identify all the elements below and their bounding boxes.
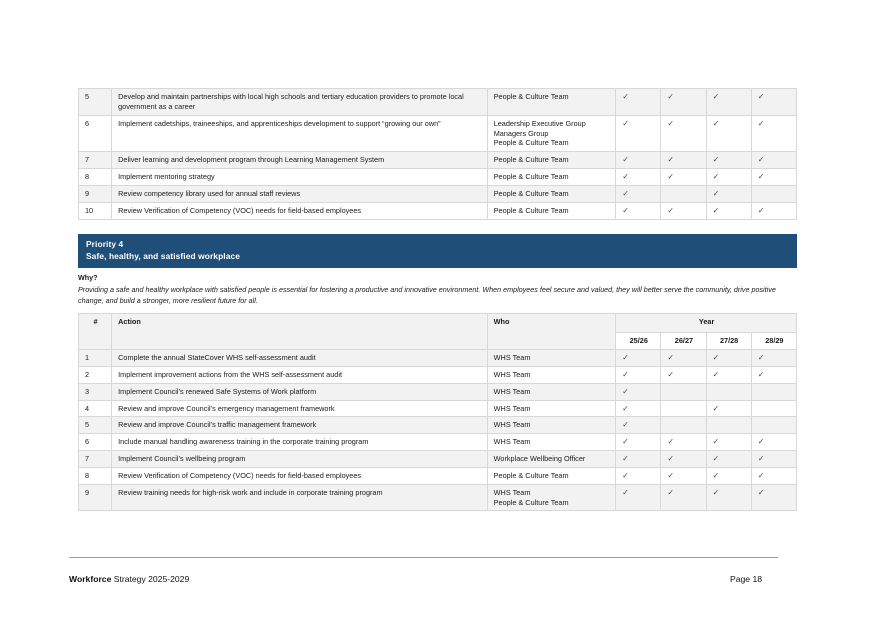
year-check-cell <box>661 434 706 451</box>
year-check-cell <box>751 467 796 484</box>
year-check-cell <box>616 115 661 152</box>
year-check-cell <box>706 484 751 511</box>
row-action: Review and improve Council’s traffic management framework <box>112 417 488 434</box>
priority-banner <box>78 234 797 268</box>
check-icon: ✓ <box>622 206 629 216</box>
year-check-cell <box>706 467 751 484</box>
check-icon: ✓ <box>622 470 629 480</box>
year-check-cell <box>751 115 796 152</box>
table-row <box>79 203 797 220</box>
year-check-cell <box>661 451 706 468</box>
table-row <box>79 467 797 484</box>
table-row <box>79 350 797 367</box>
col-header-year-group: Year <box>616 314 797 333</box>
table-one-body <box>79 89 797 220</box>
check-icon: ✓ <box>622 454 629 464</box>
year-empty-cell <box>751 400 796 417</box>
row-who: WHS Team <box>487 383 616 400</box>
table-header-row-top <box>79 314 797 333</box>
check-icon: ✓ <box>712 437 720 447</box>
check-icon: ✓ <box>712 353 720 362</box>
year-check-cell <box>616 434 661 451</box>
check-icon: ✓ <box>622 155 629 165</box>
check-icon: ✓ <box>667 369 675 379</box>
year-check-cell <box>616 484 661 511</box>
table-row <box>79 400 797 417</box>
year-check-cell <box>616 89 661 116</box>
row-number: 9 <box>79 484 112 511</box>
row-who: People & Culture Team <box>487 89 616 116</box>
year-check-cell <box>616 350 661 367</box>
year-check-cell <box>616 400 661 417</box>
year-check-cell <box>706 366 751 383</box>
year-check-cell <box>751 434 796 451</box>
check-icon: ✓ <box>757 155 765 165</box>
row-who: WHS Team <box>487 366 616 383</box>
row-who: Leadership Executive Group Managers Group People & Culture Team <box>487 115 616 152</box>
check-icon: ✓ <box>757 353 765 362</box>
check-icon: ✓ <box>712 155 720 165</box>
row-number: 5 <box>79 417 112 434</box>
year-empty-cell <box>751 186 796 203</box>
table-row <box>79 417 797 434</box>
year-check-cell <box>706 350 751 367</box>
year-check-cell <box>616 467 661 484</box>
row-action: Review Verification of Competency (VOC) needs for field-based employees <box>112 467 488 484</box>
row-action: Review training needs for high-risk work and include in corporate training program <box>112 484 488 511</box>
check-icon: ✓ <box>667 206 675 216</box>
check-icon: ✓ <box>667 487 675 497</box>
table-two-head <box>79 314 797 350</box>
check-icon: ✓ <box>667 454 675 464</box>
row-who: WHS Team <box>487 400 616 417</box>
priority-title: Safe, healthy, and satisfied workplace <box>86 251 240 262</box>
row-who: WHS Team People & Culture Team <box>487 484 616 511</box>
check-icon: ✓ <box>667 118 675 128</box>
row-who: Workplace Wellbeing Officer <box>487 451 616 468</box>
check-icon: ✓ <box>757 487 765 497</box>
year-check-cell <box>661 366 706 383</box>
actions-table-continued <box>78 88 797 220</box>
check-icon: ✓ <box>622 369 629 379</box>
row-number: 6 <box>79 434 112 451</box>
check-icon: ✓ <box>622 437 629 447</box>
year-check-cell <box>751 203 796 220</box>
year-check-cell <box>661 115 706 152</box>
year-check-cell <box>751 484 796 511</box>
table-row <box>79 451 797 468</box>
row-number: 4 <box>79 400 112 417</box>
check-icon: ✓ <box>667 92 675 101</box>
row-who: People & Culture Team <box>487 169 616 186</box>
check-icon: ✓ <box>622 118 629 128</box>
row-who: People & Culture Team <box>487 467 616 484</box>
footer-title-bold: Workforce <box>69 574 112 584</box>
check-icon: ✓ <box>712 92 720 101</box>
check-icon: ✓ <box>667 437 675 447</box>
year-check-cell <box>616 383 661 400</box>
row-who: People & Culture Team <box>487 152 616 169</box>
row-action: Review Verification of Competency (VOC) needs for field-based employees <box>112 203 488 220</box>
row-action: Implement Council’s wellbeing program <box>112 451 488 468</box>
year-check-cell <box>616 366 661 383</box>
row-number: 10 <box>79 203 112 220</box>
row-action: Implement Council’s renewed Safe Systems of Work platform <box>112 383 488 400</box>
year-check-cell <box>751 89 796 116</box>
why-heading: Why? <box>78 273 98 282</box>
row-number: 8 <box>79 467 112 484</box>
year-check-cell <box>751 152 796 169</box>
year-empty-cell <box>751 417 796 434</box>
row-number: 6 <box>79 115 112 152</box>
row-number: 3 <box>79 383 112 400</box>
check-icon: ✓ <box>622 487 629 497</box>
table-row <box>79 115 797 152</box>
year-check-cell <box>616 203 661 220</box>
year-check-cell <box>706 169 751 186</box>
table-two-body <box>79 350 797 511</box>
row-number: 8 <box>79 169 112 186</box>
row-number: 9 <box>79 186 112 203</box>
row-action: Develop and maintain partnerships with local high schools and tertiary education providers to promote local government as a career <box>112 89 488 116</box>
year-check-cell <box>706 400 751 417</box>
year-check-cell <box>661 169 706 186</box>
priority4-actions-table <box>78 313 797 511</box>
year-check-cell <box>661 203 706 220</box>
year-check-cell <box>706 451 751 468</box>
row-action: Implement mentoring strategy <box>112 169 488 186</box>
row-action: Implement cadetships, traineeships, and apprenticeships development to support “growing our own” <box>112 115 488 152</box>
check-icon: ✓ <box>757 118 765 128</box>
year-check-cell <box>751 350 796 367</box>
table-row <box>79 383 797 400</box>
year-empty-cell <box>706 417 751 434</box>
year-check-cell <box>661 152 706 169</box>
col-header-number: # <box>79 314 112 350</box>
row-number: 7 <box>79 152 112 169</box>
year-check-cell <box>661 350 706 367</box>
why-body: Providing a safe and healthy workplace with satisfied people is essential for fostering a productive and innovative environment. When employees feel secure and valued, they will better serve the community, drive positive change, and build a stronger, more resilient future for all. <box>78 284 776 305</box>
row-who: People & Culture Team <box>487 186 616 203</box>
row-action: Review and improve Council’s emergency management framework <box>112 400 488 417</box>
row-action: Complete the annual StateCover WHS self-assessment audit <box>112 350 488 367</box>
row-number: 5 <box>79 89 112 116</box>
check-icon: ✓ <box>757 470 765 480</box>
col-header-year-2526: 25/26 <box>616 333 661 350</box>
check-icon: ✓ <box>757 206 765 216</box>
row-number: 1 <box>79 350 112 367</box>
check-icon: ✓ <box>712 118 720 128</box>
check-icon: ✓ <box>757 454 765 464</box>
check-icon: ✓ <box>712 487 720 497</box>
check-icon: ✓ <box>712 206 720 216</box>
check-icon: ✓ <box>622 172 629 182</box>
check-icon: ✓ <box>667 353 675 362</box>
check-icon: ✓ <box>622 189 629 199</box>
row-who: WHS Team <box>487 350 616 367</box>
col-header-year-2627: 26/27 <box>661 333 706 350</box>
year-check-cell <box>661 484 706 511</box>
check-icon: ✓ <box>757 92 765 101</box>
check-icon: ✓ <box>667 172 675 182</box>
year-check-cell <box>751 366 796 383</box>
row-action: Include manual handling awareness training in the corporate training program <box>112 434 488 451</box>
row-number: 7 <box>79 451 112 468</box>
year-empty-cell <box>661 417 706 434</box>
check-icon: ✓ <box>757 369 765 379</box>
check-icon: ✓ <box>667 470 675 480</box>
check-icon: ✓ <box>622 403 629 413</box>
year-check-cell <box>616 152 661 169</box>
footer-document-title <box>69 574 189 584</box>
year-check-cell <box>661 467 706 484</box>
row-who: WHS Team <box>487 434 616 451</box>
year-check-cell <box>706 203 751 220</box>
table-row <box>79 434 797 451</box>
why-block <box>78 273 797 306</box>
year-check-cell <box>706 434 751 451</box>
table-row <box>79 484 797 511</box>
check-icon: ✓ <box>622 353 629 362</box>
col-header-year-2728: 27/28 <box>706 333 751 350</box>
check-icon: ✓ <box>712 189 720 199</box>
row-action: Review competency library used for annual staff reviews <box>112 186 488 203</box>
row-action: Implement improvement actions from the WHS self-assessment audit <box>112 366 488 383</box>
col-header-who: Who <box>487 314 616 350</box>
table-row <box>79 152 797 169</box>
year-empty-cell <box>661 400 706 417</box>
table-row <box>79 169 797 186</box>
table-row <box>79 186 797 203</box>
year-check-cell <box>616 186 661 203</box>
priority-label: Priority 4 <box>86 239 124 249</box>
year-empty-cell <box>661 383 706 400</box>
year-check-cell <box>706 115 751 152</box>
check-icon: ✓ <box>712 454 720 464</box>
year-empty-cell <box>706 383 751 400</box>
check-icon: ✓ <box>712 403 720 413</box>
check-icon: ✓ <box>622 92 629 101</box>
check-icon: ✓ <box>667 155 675 165</box>
footer-divider <box>69 557 778 558</box>
check-icon: ✓ <box>622 420 629 430</box>
footer-page-number: Page 18 <box>730 574 763 584</box>
year-empty-cell <box>751 383 796 400</box>
year-check-cell <box>661 89 706 116</box>
row-action: Deliver learning and development program through Learning Management System <box>112 152 488 169</box>
table-row <box>79 366 797 383</box>
table-row <box>79 89 797 116</box>
check-icon: ✓ <box>712 470 720 480</box>
check-icon: ✓ <box>622 386 629 396</box>
year-check-cell <box>751 451 796 468</box>
year-check-cell <box>706 186 751 203</box>
year-empty-cell <box>661 186 706 203</box>
year-check-cell <box>616 451 661 468</box>
check-icon: ✓ <box>757 172 765 182</box>
row-who: People & Culture Team <box>487 203 616 220</box>
footer-title-rest: Strategy 2025-2029 <box>111 574 190 584</box>
col-header-year-2829: 28/29 <box>751 333 796 350</box>
check-icon: ✓ <box>757 437 765 447</box>
year-check-cell <box>751 169 796 186</box>
col-header-action: Action <box>112 314 488 350</box>
check-icon: ✓ <box>712 172 720 182</box>
year-check-cell <box>616 417 661 434</box>
row-number: 2 <box>79 366 112 383</box>
check-icon: ✓ <box>712 369 720 379</box>
year-check-cell <box>616 169 661 186</box>
year-check-cell <box>706 89 751 116</box>
row-who: WHS Team <box>487 417 616 434</box>
year-check-cell <box>706 152 751 169</box>
